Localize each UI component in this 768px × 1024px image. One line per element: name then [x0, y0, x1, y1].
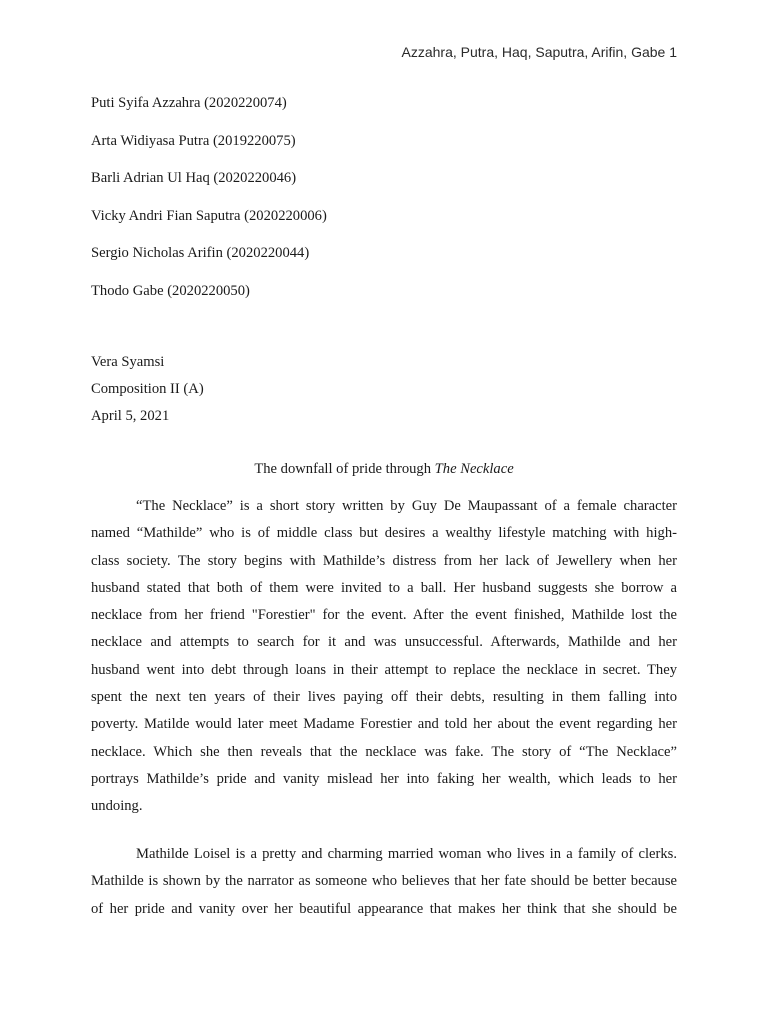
title-text: The downfall of pride through — [254, 461, 435, 477]
running-header: Azzahra, Putra, Haq, Saputra, Arifin, Gabe 1 — [401, 44, 677, 60]
paragraph-line: Mathilde is shown by the narrator as someone who believes that her fate should be better because — [91, 873, 677, 890]
paragraph-line: portrays Mathilde’s pride and vanity mislead her into faking her wealth, which leads to her — [91, 770, 677, 787]
author-line: Puti Syifa Azzahra (2020220074) — [91, 95, 287, 111]
paragraph-line: undoing. — [91, 798, 143, 815]
paragraph-line: “The Necklace” is a short story written by Guy De Maupassant of a female character — [136, 498, 677, 514]
paragraph-line: named “Mathilde” who is of middle class but desires a wealthy lifestyle matching with high- — [91, 525, 677, 542]
paragraph-line: necklace from her friend "Forestier" for the event. After the event finished, Mathilde lost the — [91, 607, 677, 624]
author-list — [91, 93, 327, 319]
paragraph-line: husband stated that both of them were invited to a ball. Her husband suggests she borrow a — [91, 579, 677, 596]
paragraph-line: of her pride and vanity over her beautiful appearance that makes her think that she should be — [91, 900, 677, 917]
author-line: Vicky Andri Fian Saputra (2020220006) — [91, 207, 327, 224]
author-line: Barli Adrian Ul Haq (2020220046) — [91, 170, 297, 187]
heading-block — [91, 352, 204, 433]
author-line: Thodo Gabe (2020220050) — [91, 282, 250, 299]
paragraph-line: spent the next ten years of their lives paying off their debts, resulting in them falling into — [91, 689, 677, 706]
body-paragraph-2 — [91, 844, 677, 926]
paragraph-line: husband went into debt through loans in their attempt to replace the necklace in secret. They — [91, 661, 677, 678]
instructor-name: Vera Syamsi — [91, 354, 165, 370]
title-italic: The Necklace — [434, 461, 514, 477]
author-line: Sergio Nicholas Arifin (2020220044) — [91, 245, 310, 262]
course-name: Composition II (A) — [91, 381, 204, 397]
paragraph-line: class society. The story begins with Mathilde’s distress from her lack of Jewellery when her — [91, 552, 677, 569]
body-paragraph-1 — [91, 496, 677, 824]
paragraph-line: poverty. Matilde would later meet Madame Forestier and told her about the event regarding her — [91, 716, 677, 733]
paragraph-line: necklace. Which she then reveals that the necklace was fake. The story of “The Necklace” — [91, 743, 677, 760]
author-line: Arta Widiyasa Putra (2019220075) — [91, 132, 296, 149]
paragraph-line: necklace and attempts to search for it and was unsuccessful. Afterwards, Mathilde and her — [91, 634, 677, 651]
document-date: April 5, 2021 — [91, 408, 170, 424]
essay-title — [0, 459, 768, 479]
paragraph-line: Mathilde Loisel is a pretty and charming married woman who lives in a family of clerks. — [136, 846, 677, 862]
